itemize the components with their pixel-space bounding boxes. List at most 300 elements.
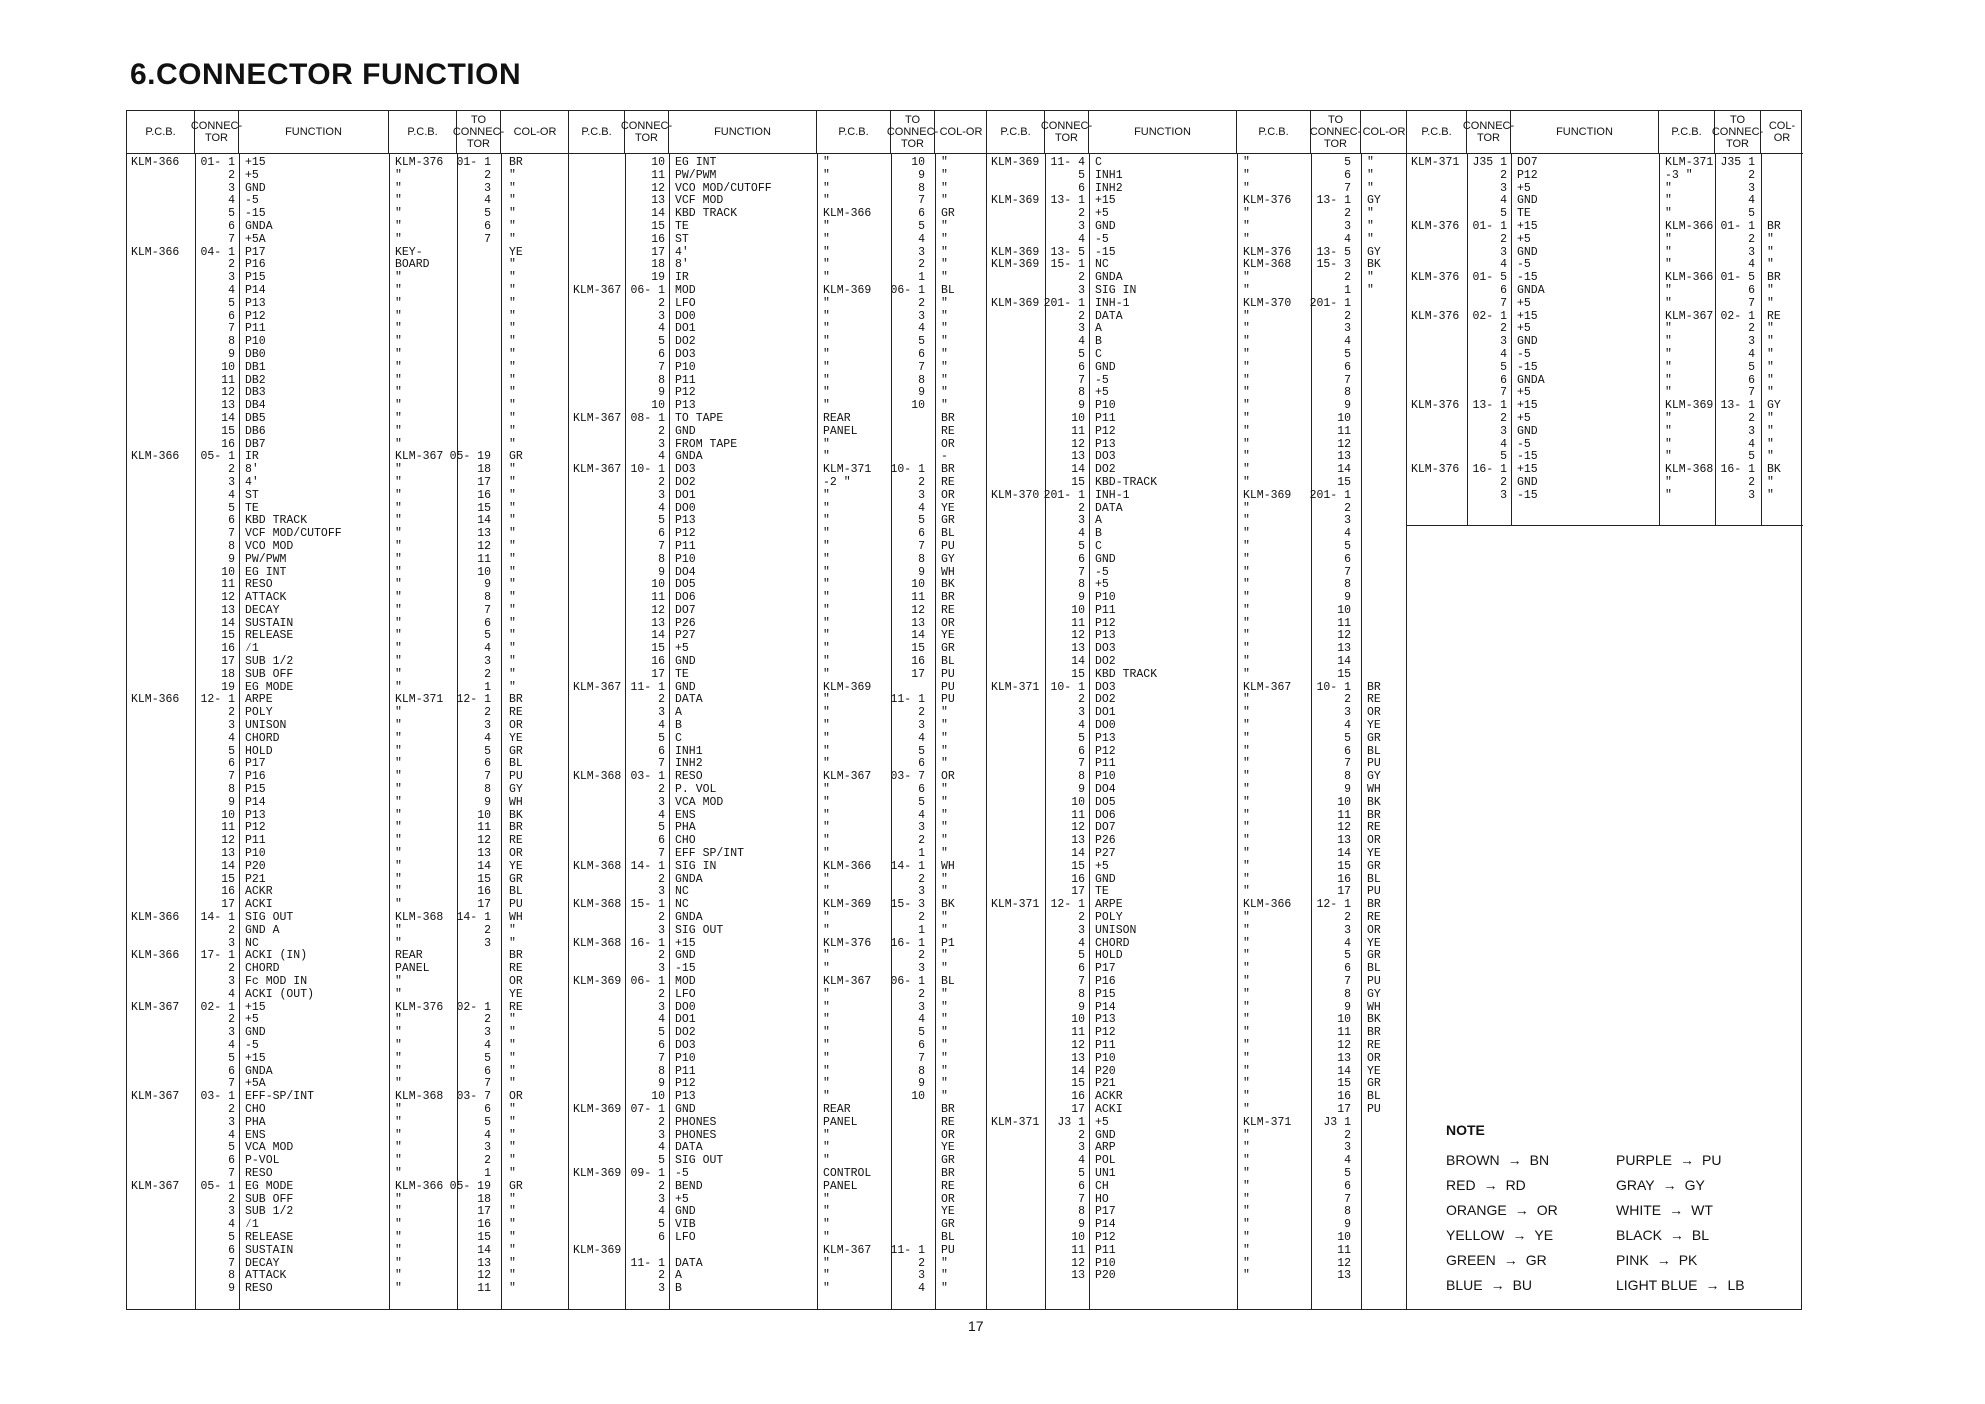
cell-function: DO2 [1095, 693, 1116, 707]
cell-to-connector: 9 [1344, 591, 1351, 605]
cell-to-connector: 13 [477, 527, 491, 541]
table-row [987, 1270, 1406, 1283]
cell-function: DO2 [1095, 655, 1116, 669]
cell-color: " [509, 283, 516, 297]
cell-connector: 2 [228, 1192, 235, 1206]
cell-connector: 12- 1 [200, 693, 235, 707]
cell-to-pcb: " [395, 347, 402, 361]
cell-to-pcb: " [395, 885, 402, 899]
cell-to-pcb: " [823, 591, 830, 605]
cell-to-pcb: " [395, 1038, 402, 1052]
cell-function: P. VOL [675, 783, 717, 797]
cell-function: HO [1095, 1192, 1109, 1206]
table-row [127, 912, 568, 925]
cell-color: WH [1367, 783, 1381, 797]
cell-to-connector: 11 [1337, 424, 1351, 438]
cell-to-connector: 5 [918, 219, 925, 233]
cell-to-connector: 18 [477, 463, 491, 477]
cell-function: SIG OUT [675, 923, 724, 937]
note-code: WT [1691, 1202, 1713, 1218]
cell-color: YE [509, 859, 523, 873]
cell-to-pcb: " [395, 283, 402, 297]
cell-connector: 8 [228, 1269, 235, 1283]
cell-function: ACKR [1095, 1090, 1123, 1104]
cell-connector: 15 [1071, 667, 1085, 681]
cell-color: GR [941, 207, 955, 221]
cell-to-connector: 8 [918, 552, 925, 566]
cell-connector: 7 [658, 757, 665, 771]
cell-to-pcb: KLM-376 [823, 936, 872, 950]
cell-connector: 12 [1071, 629, 1085, 643]
cell-function: NC [675, 885, 689, 899]
table-header [569, 111, 986, 154]
cell-function: -5 [1095, 565, 1109, 579]
cell-color: " [509, 527, 516, 541]
cell-to-pcb: " [1243, 501, 1250, 515]
cell-function: A [675, 706, 682, 720]
cell-to-connector: 8 [1344, 1205, 1351, 1219]
table-row [127, 1206, 568, 1219]
table-row [987, 298, 1406, 311]
note-arrow: → [1514, 1202, 1529, 1218]
cell-to-connector: 9 [918, 168, 925, 182]
cell-function: DO4 [1095, 783, 1116, 797]
note-name: BLUE [1446, 1277, 1483, 1293]
table-row [1407, 477, 1803, 490]
cell-to-connector: 7 [1344, 757, 1351, 771]
cell-function: IR [675, 271, 689, 285]
cell-function: P11 [1095, 1038, 1116, 1052]
cell-connector: 5 [658, 514, 665, 528]
cell-function: P16 [1095, 975, 1116, 988]
cell-function: INH1 [1095, 168, 1123, 182]
cell-to-pcb: " [395, 1154, 402, 1168]
cell-to-connector: 3 [484, 1026, 491, 1040]
cell-color: " [509, 1269, 516, 1283]
cell-color: GY [1367, 245, 1381, 259]
cell-function: PHA [245, 1115, 266, 1129]
cell-color: BK [509, 808, 523, 822]
cell-function: KBD TRACK [1095, 667, 1158, 681]
cell-function: DO6 [1095, 808, 1116, 822]
cell-function: POLY [1095, 911, 1123, 925]
cell-function: +5 [1517, 181, 1531, 195]
cell-color: YE [941, 1205, 955, 1219]
cell-to-pcb: KLM-367 [1665, 309, 1714, 323]
table-row [127, 976, 568, 989]
cell-function: A [1095, 322, 1102, 336]
cell-pcb: KLM-368 [573, 936, 622, 950]
cell-color: " [1767, 347, 1774, 361]
cell-color: WH [1367, 1000, 1381, 1014]
table-row [987, 362, 1406, 375]
cell-to-connector: 16- 1 [890, 936, 925, 950]
cell-color: BL [1367, 872, 1381, 886]
table-row [1407, 349, 1803, 362]
cell-to-pcb: " [395, 539, 402, 553]
cell-to-pcb: " [823, 156, 830, 169]
cell-color: BK [1367, 1013, 1381, 1027]
cell-connector: 10 [651, 399, 665, 413]
cell-to-pcb: " [1243, 156, 1250, 169]
cell-to-pcb: " [1243, 795, 1250, 809]
cell-connector: 12 [651, 603, 665, 617]
cell-function: GND [1517, 194, 1538, 208]
cell-color: BR [941, 1102, 955, 1116]
cell-to-connector: 3 [1344, 706, 1351, 720]
cell-connector: 11 [1071, 808, 1085, 822]
cell-to-pcb: " [1665, 194, 1672, 208]
cell-to-connector: 2 [484, 168, 491, 182]
cell-to-pcb: " [395, 898, 402, 912]
table-row [127, 784, 568, 797]
cell-function: VCO MOD [245, 539, 294, 553]
table-row [569, 1053, 986, 1066]
cell-to-pcb: " [1665, 450, 1672, 464]
cell-function: DO3 [1095, 680, 1116, 694]
cell-color: YE [941, 1141, 955, 1155]
table-row [569, 1168, 986, 1181]
table-row [127, 1232, 568, 1245]
cell-color: BL [941, 283, 955, 297]
cell-function: P13 [675, 399, 696, 413]
table-row [987, 477, 1406, 490]
cell-connector: 14 [651, 207, 665, 221]
cell-to-pcb: KLM-369 [823, 283, 872, 297]
cell-function: DO3 [675, 463, 696, 477]
cell-to-connector: 10 [911, 399, 925, 413]
cell-connector: 5 [658, 1026, 665, 1040]
cell-color: " [941, 1000, 948, 1014]
cell-function: P14 [1095, 1218, 1116, 1232]
cell-connector: 8 [228, 783, 235, 797]
cell-to-pcb: " [1243, 962, 1250, 976]
cell-to-pcb: " [395, 207, 402, 221]
cell-to-pcb: CONTROL [823, 1166, 872, 1180]
cell-connector: 5 [228, 296, 235, 310]
cell-to-connector: 12 [911, 603, 925, 617]
cell-to-pcb: KLM-367 [823, 975, 872, 988]
cell-function: P10 [1095, 591, 1116, 605]
cell-function: DO2 [675, 1026, 696, 1040]
table-row [1407, 221, 1803, 234]
cell-function: -15 [245, 207, 266, 221]
note-code: GR [1525, 1252, 1547, 1268]
cell-connector: 12- 1 [1050, 898, 1085, 912]
cell-to-connector: 2 [484, 667, 491, 681]
cell-function: GND [675, 680, 696, 694]
cell-connector: 13- 1 [1050, 194, 1085, 208]
cell-to-pcb: " [395, 1051, 402, 1065]
cell-to-pcb: " [823, 1205, 830, 1219]
cell-to-pcb: " [1243, 706, 1250, 720]
cell-connector: 3 [1500, 335, 1507, 349]
cell-color: " [509, 1243, 516, 1257]
cell-to-pcb: KLM-369 [1243, 488, 1292, 502]
cell-color: BL [509, 885, 523, 899]
cell-function: P12 [245, 821, 266, 835]
cell-connector: 13 [221, 847, 235, 861]
cell-connector: 10 [651, 1090, 665, 1104]
cell-color: PU [509, 898, 523, 912]
cell-to-connector: 4 [1748, 194, 1755, 208]
cell-to-connector: 7 [484, 770, 491, 784]
cell-to-pcb: " [1243, 1230, 1250, 1244]
cell-function: P12 [675, 1077, 696, 1091]
cell-color: " [941, 706, 948, 720]
cell-color: OR [1367, 1051, 1381, 1065]
cell-connector: 5 [1078, 347, 1085, 361]
cell-connector: 4 [1500, 258, 1507, 272]
cell-connector: 7 [658, 360, 665, 374]
cell-function: GND A [245, 923, 280, 937]
cell-function: P26 [1095, 834, 1116, 848]
table-row [127, 963, 568, 976]
table-row [987, 413, 1406, 426]
cell-to-pcb: " [823, 322, 830, 336]
table-row [127, 323, 568, 336]
cell-color: RE [509, 834, 523, 848]
cell-function: RESO [245, 578, 273, 592]
cell-connector: 12 [1071, 821, 1085, 835]
cell-to-connector: 8 [1344, 770, 1351, 784]
table-row [569, 349, 986, 362]
cell-to-connector: 3 [1748, 245, 1755, 259]
cell-to-connector: 11 [477, 552, 491, 566]
table-row [569, 976, 986, 989]
cell-to-pcb: " [823, 987, 830, 1001]
cell-function: +15 [245, 1000, 266, 1014]
cell-color: " [509, 1218, 516, 1232]
cell-to-pcb: " [823, 1051, 830, 1065]
cell-function: -5 [1517, 258, 1531, 272]
cell-to-connector: 3 [918, 821, 925, 835]
cell-connector: 3 [1500, 424, 1507, 438]
cell-color: RE [1367, 821, 1381, 835]
cell-to-pcb: " [1243, 1077, 1250, 1091]
cell-to-pcb: " [1243, 181, 1250, 195]
cell-connector: 13 [651, 616, 665, 630]
cell-to-connector: 10- 1 [890, 463, 925, 477]
cell-connector: 01- 1 [200, 156, 235, 169]
cell-color: " [1367, 181, 1374, 195]
cell-to-pcb: " [1243, 1102, 1250, 1116]
cell-color: WH [941, 565, 955, 579]
cell-to-pcb: " [395, 1115, 402, 1129]
cell-color: BR [1767, 219, 1781, 233]
cell-to-pcb: " [823, 911, 830, 925]
cell-color: " [1767, 424, 1774, 438]
table-row [127, 1078, 568, 1091]
table-row [569, 797, 986, 810]
cell-connector: 2 [658, 987, 665, 1001]
cell-function: DO0 [1095, 719, 1116, 733]
cell-color: OR [1367, 706, 1381, 720]
cell-to-pcb: " [1243, 872, 1250, 886]
cell-to-pcb: " [395, 1269, 402, 1283]
cell-color: " [941, 347, 948, 361]
cell-function: Fc MOD IN [245, 975, 308, 988]
cell-to-pcb: " [395, 936, 402, 950]
cell-function: RESO [245, 1282, 273, 1296]
cell-connector: 7 [228, 770, 235, 784]
cell-color: " [1367, 283, 1374, 297]
cell-to-pcb: " [1243, 1128, 1250, 1142]
cell-function: VCF MOD/CUTOFF [245, 527, 342, 541]
table-row [987, 554, 1406, 567]
table-row [569, 1104, 986, 1117]
table-row [569, 784, 986, 797]
note-item [1446, 1277, 1616, 1293]
table-row [1407, 336, 1803, 349]
cell-function: P13 [245, 296, 266, 310]
cell-function: EG MODE [245, 680, 294, 694]
cell-pcb: KLM-369 [991, 156, 1040, 169]
cell-to-connector: 7 [1344, 373, 1351, 387]
cell-connector: 201- 1 [1043, 296, 1085, 310]
cell-function: P12 [675, 527, 696, 541]
cell-to-connector: 3 [1748, 335, 1755, 349]
cell-function: GND [1095, 552, 1116, 566]
note-arrow: → [1680, 1152, 1695, 1168]
cell-function: CHORD [245, 962, 280, 976]
cell-to-pcb: " [823, 347, 830, 361]
cell-to-pcb: " [823, 194, 830, 208]
cell-function: DECAY [245, 1256, 280, 1270]
cell-color: BL [1367, 1090, 1381, 1104]
header-to-connector: TO CONNEC-TOR [457, 111, 501, 153]
cell-function: MOD [675, 975, 696, 988]
cell-color: " [509, 591, 516, 605]
cell-color: OR [941, 1192, 955, 1206]
note-arrow: → [1490, 1277, 1505, 1293]
cell-function: +15 [1517, 309, 1538, 323]
cell-to-connector: 12 [477, 539, 491, 553]
cell-to-pcb: " [823, 603, 830, 617]
cell-to-connector: 13 [477, 847, 491, 861]
table-row [569, 669, 986, 682]
cell-connector: 7 [1078, 757, 1085, 771]
cell-connector: 16 [1071, 872, 1085, 886]
cell-connector: 13 [1071, 1051, 1085, 1065]
cell-color: BL [509, 757, 523, 771]
cell-connector: 3 [658, 1282, 665, 1296]
cell-to-pcb: " [823, 706, 830, 720]
cell-connector: 10 [221, 360, 235, 374]
cell-color: " [509, 271, 516, 285]
cell-connector: 15 [651, 219, 665, 233]
cell-to-connector: 3 [1748, 181, 1755, 195]
cell-to-pcb: " [395, 1230, 402, 1244]
cell-to-pcb: " [1243, 949, 1250, 963]
cell-connector: 7 [658, 1051, 665, 1065]
table-row [569, 1232, 986, 1245]
cell-color: " [1767, 475, 1774, 489]
cell-function: ACKI (IN) [245, 949, 308, 963]
cell-to-pcb: KLM-371 [1665, 156, 1714, 169]
cell-to-pcb: " [823, 1282, 830, 1296]
cell-color: " [509, 1077, 516, 1091]
cell-function: DO1 [675, 1013, 696, 1027]
cell-to-pcb: " [1243, 373, 1250, 387]
cell-function: +15 [245, 1051, 266, 1065]
cell-function: P11 [1095, 1243, 1116, 1257]
cell-connector: 5 [1500, 450, 1507, 464]
cell-pcb: KLM-369 [991, 245, 1040, 259]
cell-function: C [1095, 156, 1102, 169]
cell-to-connector: 4 [918, 808, 925, 822]
table-row [1407, 157, 1803, 170]
cell-to-pcb: " [1665, 424, 1672, 438]
cell-to-pcb: " [1243, 616, 1250, 630]
cell-connector: 15- 1 [1050, 258, 1085, 272]
cell-color: OR [941, 616, 955, 630]
cell-color: " [1367, 232, 1374, 246]
cell-color: OR [509, 975, 523, 988]
cell-to-connector: 02- 1 [1720, 309, 1755, 323]
table-row [127, 375, 568, 388]
cell-to-pcb: " [1243, 1141, 1250, 1155]
cell-function: EFF SP/INT [675, 847, 745, 861]
cell-to-pcb: -3 " [1665, 168, 1693, 182]
cell-connector: 6 [1078, 360, 1085, 374]
cell-to-pcb: " [1243, 1026, 1250, 1040]
cell-function: P11 [675, 1064, 696, 1078]
table-row [127, 1258, 568, 1271]
cell-to-connector: 5 [1344, 347, 1351, 361]
note-name: PURPLE [1616, 1152, 1673, 1168]
cell-function: GND [1517, 335, 1538, 349]
cell-function: DO7 [1517, 156, 1538, 169]
cell-function: P12 [1095, 616, 1116, 630]
cell-color: " [941, 1256, 948, 1270]
cell-color: " [509, 655, 516, 669]
cell-function: CHORD [1095, 936, 1130, 950]
cell-color: " [1767, 335, 1774, 349]
cell-to-connector: 14- 1 [456, 911, 491, 925]
note-code: PU [1702, 1152, 1722, 1168]
cell-to-pcb: " [1243, 1000, 1250, 1014]
table-section-1 [127, 111, 569, 1309]
cell-connector: 14 [221, 616, 235, 630]
cell-function: GND [245, 1026, 266, 1040]
cell-color: " [509, 616, 516, 630]
table-row [127, 311, 568, 324]
cell-function: ACKI (OUT) [245, 987, 315, 1001]
cell-to-pcb: " [1243, 1243, 1250, 1257]
header-function: FUNCTION [1511, 111, 1659, 153]
table-row [127, 707, 568, 720]
cell-to-pcb: " [823, 719, 830, 733]
cell-connector: 06- 1 [630, 283, 665, 297]
cell-to-pcb: " [395, 731, 402, 745]
cell-connector: 10 [1071, 795, 1085, 809]
cell-to-pcb: KLM-366 [1665, 271, 1714, 285]
table-row [569, 1194, 986, 1207]
header-pcb-to: P.C.B. [1237, 111, 1311, 153]
note-arrow: → [1503, 1252, 1518, 1268]
cell-to-connector: 6 [918, 207, 925, 221]
header-connector: CONNEC-TOR [1467, 111, 1511, 153]
cell-pcb: KLM-376 [1411, 271, 1460, 285]
cell-to-connector: 4 [1344, 936, 1351, 950]
cell-function: P13 [675, 514, 696, 528]
table-row [987, 1232, 1406, 1245]
cell-color: " [509, 335, 516, 349]
cell-connector: 3 [228, 936, 235, 950]
cell-to-pcb: " [395, 552, 402, 566]
cell-to-connector: 5 [1344, 949, 1351, 963]
